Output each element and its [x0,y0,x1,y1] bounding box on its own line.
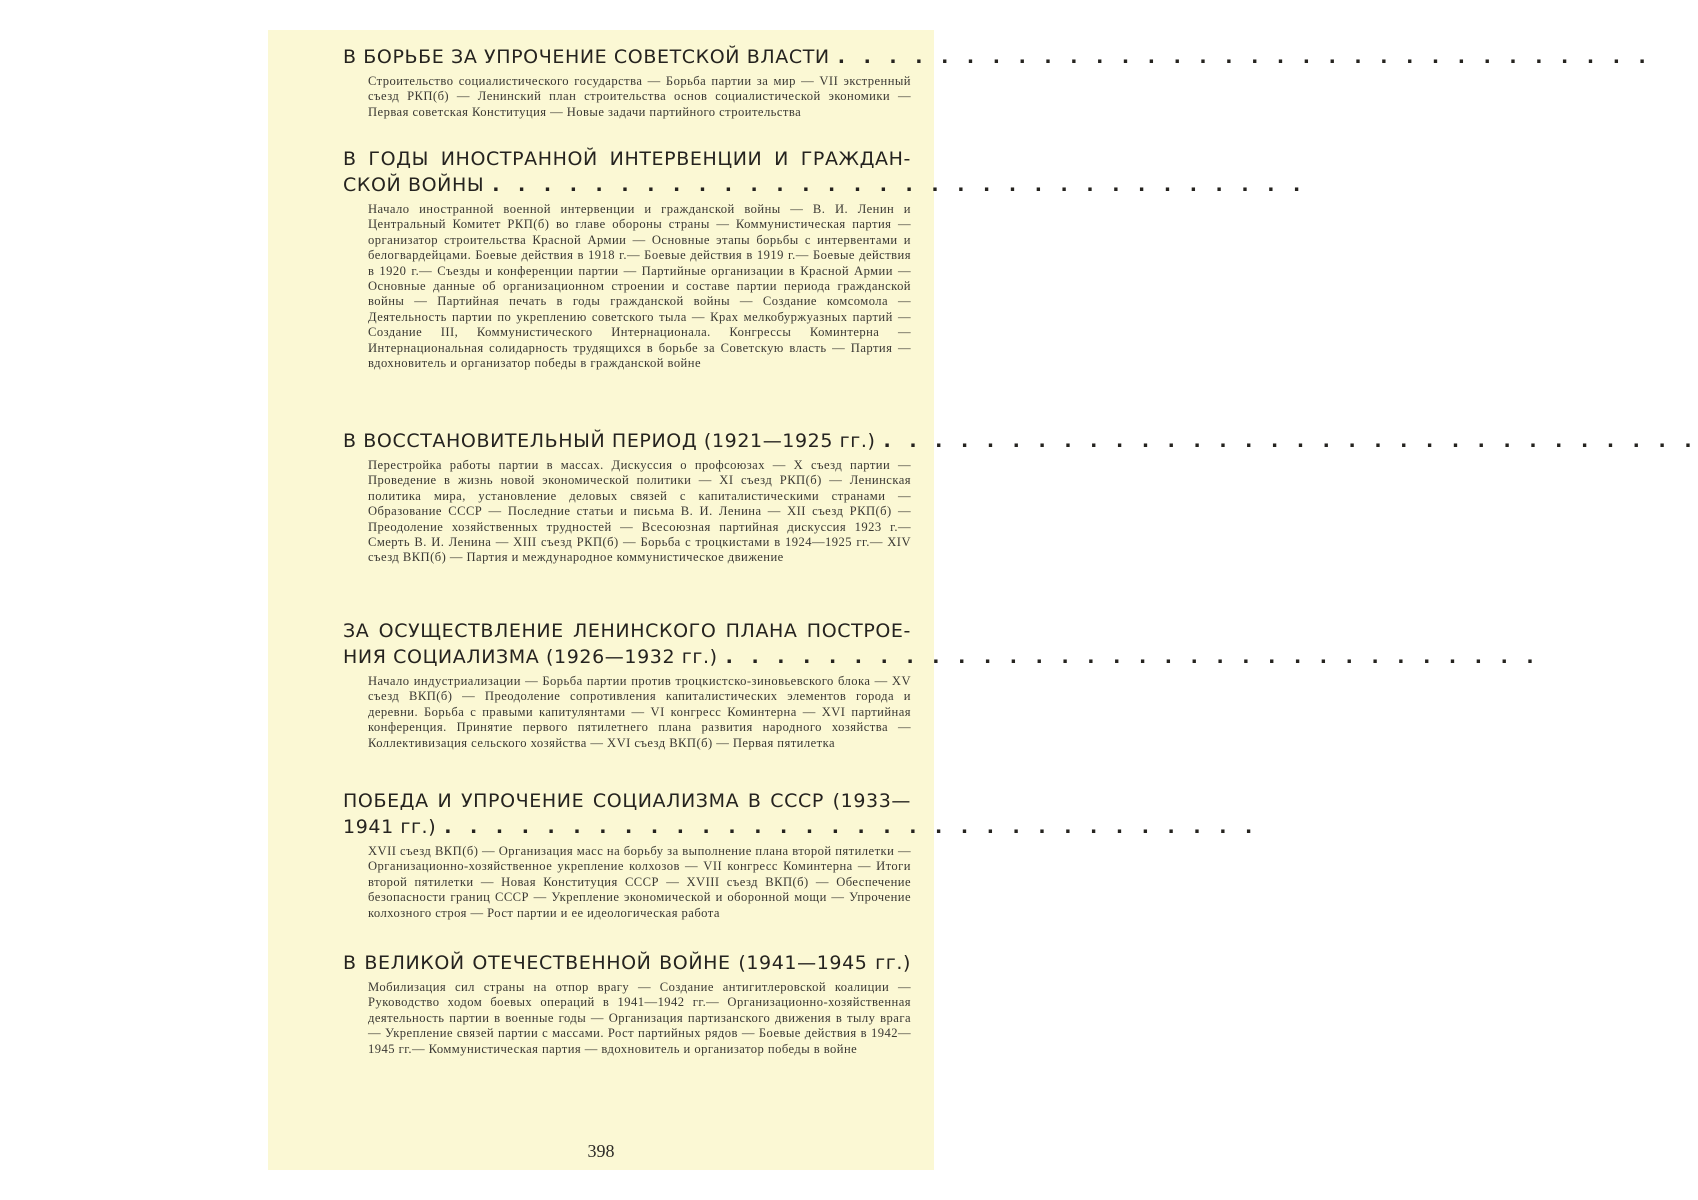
dot-leader: . . . . . . . . . . . . . . . . . . . . . . . . . . . . . . . . [492,174,1307,196]
section-summary: Начало индустриализации — Борьба партии против троцкистско-зиновьевского блока — XV съезд ВКП(б) — Преодоление сопротивления капиталистических элементов города и деревни. Борьба с правыми капитулянтами — VI конгресс Коминтерна — XVI партийная конференция. Принятие первого пятилетнего плана развития народного хозяйства — Коллективизация сельского хозяйства — XVI съезд ВКП(б) — Первая пятилетка [368,674,911,750]
section-heading-line-1: ПОБЕДА И УПРОЧЕНИЕ СОЦИАЛИЗМА В СССР (1933— [343,790,911,812]
section-heading-line-2 [343,172,1307,198]
section-heading [343,428,1698,454]
heading-text: В БОРЬБЕ ЗА УПРОЧЕНИЕ СОВЕТСКОЙ ВЛАСТИ [343,46,830,68]
section-summary: Перестройка работы партии в массах. Дискуссия о профсоюзах — X съезд партии — Проведение в жизнь новой экономической политики — XI съезд РКП(б) — Ленинская политика мира, установление деловых связей с капиталистическими странами — Образование СССР — Последние статьи и письма В. И. Ленина — XII съезд РКП(б) — Преодоление хозяйственных трудностей — Всесоюзная партийная дискуссия 1923 г.— Смерть В. И. Ленина — XIII съезд РКП(б) — Борьба с троцкистами в 1924—1925 гг.— XIV съезд ВКП(б) — Партия и международное коммунистическое движение [368,458,911,565]
dot-leader: . . . . . . . . . . . . . . . . . . . . . . . . . . . . . . . . [837,46,1652,68]
toc-section-4 [343,618,1540,751]
toc-section-6 [343,950,911,1057]
toc-section-2 [343,146,1307,371]
section-heading: В ВЕЛИКОЙ ОТЕЧЕСТВЕННОЙ ВОЙНЕ (1941—1945 гг.) [343,952,911,974]
section-summary: Начало иностранной военной интервенции и гражданской войны — В. И. Ленин и Центральный Комитет РКП(б) во главе обороны страны — Коммунистическая партия — организатор строительства Красной Армии — Основные этапы борьбы с интервентами и белогвардейцами. Боевые действия в 1918 г.— Боевые действия в 1919 г.— Боевые действия в 1920 г.— Съезды и конференции партии — Партийные организации в Красной Армии — Основные данные об организационном строении и составе партии периода гражданской войны — Партийная печать в годы гражданской войны — Создание комсомола — Деятельность партии по укреплению советского тыла — Крах мелкобуржуазных партий — Создание III, Коммунистического Интернационала. Конгрессы Коминтерна — Интернациональная солидарность трудящихся в борьбе за Советскую власть — Партия — вдохновитель и организатор победы в гражданской войне [368,202,911,371]
heading-text: 1941 гг.) [343,816,437,838]
heading-text: СКОЙ ВОЙНЫ [343,174,485,196]
section-summary: Мобилизация сил страны на отпор врагу — Создание антигитлеровской коалиции — Руководство ходом боевых операций в 1941—1942 гг.— Организационно-хозяйственная деятельность партии в военные годы — Организация партизанского движения в тылу врага — Укрепление связей партии с массами. Рост партийных рядов — Боевые действия в 1942—1945 гг.— Коммунистическая партия — вдохновитель и организатор победы в войне [368,980,911,1056]
heading-text: НИЯ СОЦИАЛИЗМА (1926—1932 гг.) [343,646,718,668]
section-heading-line-2 [343,814,1259,840]
book-page [268,30,1698,1170]
toc-section-5 [343,788,1259,921]
toc-section-1 [343,44,1652,120]
dot-leader: . . . . . . . . . . . . . . . . . . . . . . . . . . . . . . . . [725,646,1540,668]
toc-section-3 [343,428,1698,566]
dot-leader: . . . . . . . . . . . . . . . . . . . . . . . . . . . . . . . . [883,430,1698,452]
section-heading-line-1: ЗА ОСУЩЕСТВЛЕНИЕ ЛЕНИНСКОГО ПЛАНА ПОСТРОЕ- [343,620,911,642]
page-number: 398 [587,1141,615,1161]
section-summary: Строительство социалистического государства — Борьба партии за мир — VII экстренный съезд РКП(б) — Ленинский план строительства основ социалистической экономики — Первая советская Конституция — Новые задачи партийного строительства [368,74,911,119]
section-heading-line-2 [343,644,1540,670]
dot-leader: . . . . . . . . . . . . . . . . . . . . . . . . . . . . . . . . [444,816,1259,838]
section-summary: XVII съезд ВКП(б) — Организация масс на борьбу за выполнение плана второй пятилетки — Организационно-хозяйственное укрепление колхозов — VII конгресс Коминтерна — Итоги второй пятилетки — Новая Конституция СССР — XVIII съезд ВКП(б) — Обеспечение безопасности границ СССР — Укрепление экономической и оборонной мощи — Упрочение колхозного строя — Рост партии и ее идеологическая работа [368,844,911,920]
section-heading [343,44,1652,70]
heading-text: В ВОССТАНОВИТЕЛЬНЫЙ ПЕРИОД (1921—1925 гг.) [343,430,876,452]
section-heading-line-1: В ГОДЫ ИНОСТРАННОЙ ИНТЕРВЕНЦИИ И ГРАЖДАН- [343,148,911,170]
